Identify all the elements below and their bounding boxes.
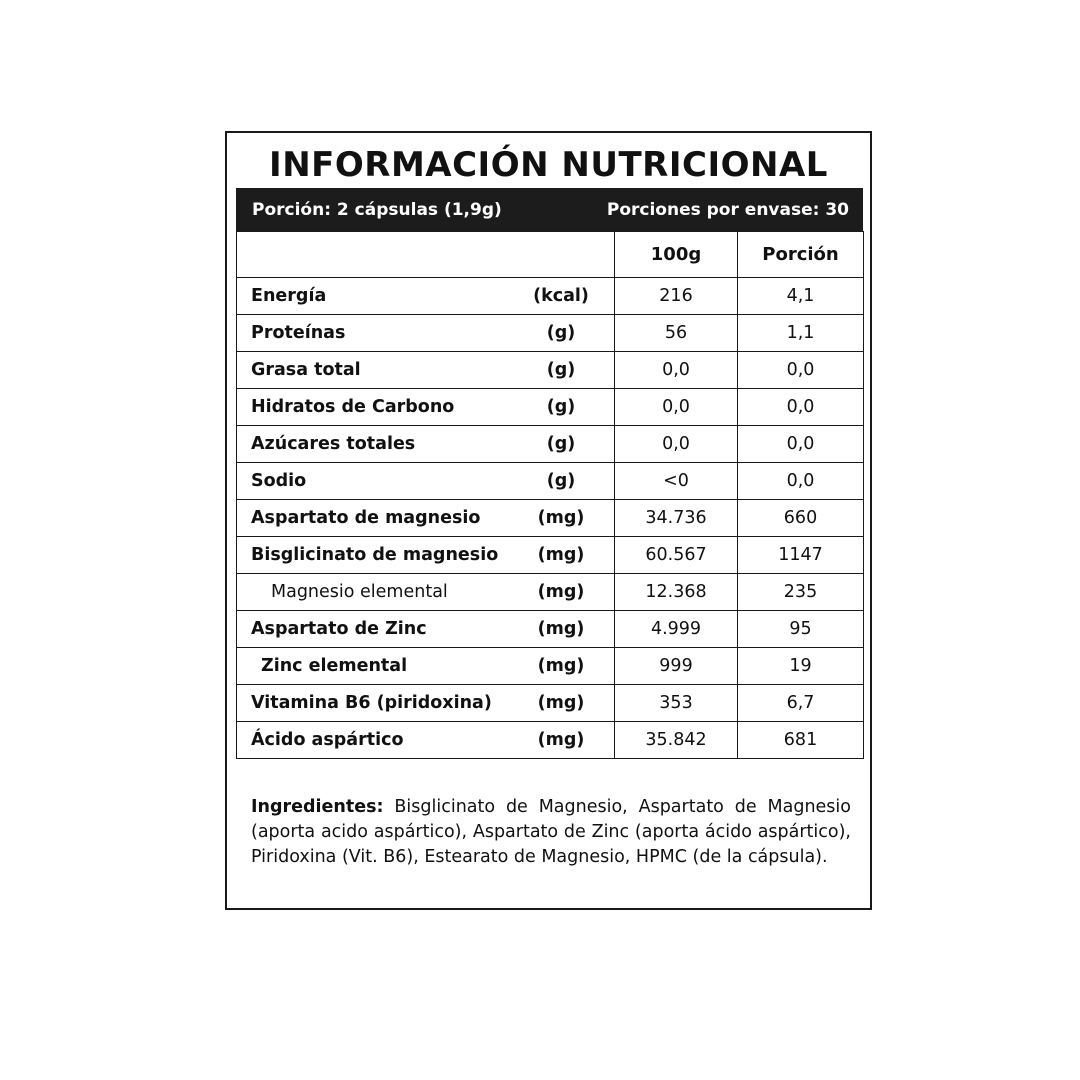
- nutrient-name: Aspartato de magnesio: [251, 508, 481, 528]
- table-row: [237, 537, 864, 574]
- header-nutrient: [237, 232, 615, 278]
- table-body: [237, 278, 864, 759]
- nutrient-name: Aspartato de Zinc: [251, 619, 427, 639]
- servings-per-container: Porciones por envase: 30: [606, 200, 849, 220]
- nutrient-cell: [237, 611, 615, 648]
- nutrient-name: Magnesio elemental: [271, 582, 448, 602]
- value-per-portion: 1147: [738, 537, 864, 574]
- nutrient-name: Hidratos de Carbono: [251, 397, 455, 417]
- nutrient-name: Bisglicinato de magnesio: [251, 545, 499, 565]
- table-row: [237, 278, 864, 315]
- table-row: [237, 574, 864, 611]
- value-per-100g: 4.999: [615, 611, 738, 648]
- table-row: [237, 315, 864, 352]
- ingredients: [251, 795, 851, 870]
- nutrient-cell: [237, 426, 615, 463]
- nutrient-cell: [237, 648, 615, 685]
- ingredients-text: Bisglicinato de Magnesio, Aspartato de Magnesio (aporta acido aspártico), Aspartato de Zinc (aporta ácido aspártico), Piridoxina (Vit. B6), Estearato de Magnesio, HPMC (de la cápsula).: [251, 797, 851, 867]
- nutrient-unit: (mg): [537, 619, 585, 639]
- value-per-portion: 19: [738, 648, 864, 685]
- nutrient-unit: (g): [546, 323, 576, 343]
- nutrient-unit: (mg): [537, 693, 585, 713]
- nutrient-unit: (g): [546, 360, 576, 380]
- nutrient-unit: (g): [546, 471, 576, 491]
- value-per-100g: 0,0: [615, 352, 738, 389]
- nutrient-cell: [237, 389, 615, 426]
- nutrition-label: [225, 131, 872, 910]
- label-title: INFORMACIÓN NUTRICIONAL: [269, 145, 828, 185]
- value-per-100g: 35.842: [615, 722, 738, 759]
- table-row: [237, 722, 864, 759]
- table-row: [237, 611, 864, 648]
- table-row: [237, 463, 864, 500]
- nutrient-name: Energía: [251, 286, 327, 306]
- nutrient-name: Azúcares totales: [251, 434, 416, 454]
- nutrient-unit: (mg): [537, 656, 585, 676]
- nutrient-name: Ácido aspártico: [251, 730, 404, 750]
- nutrient-unit: (mg): [537, 508, 585, 528]
- nutrient-cell: [237, 500, 615, 537]
- value-per-portion: 4,1: [738, 278, 864, 315]
- header-100g: 100g: [615, 232, 738, 278]
- value-per-100g: 56: [615, 315, 738, 352]
- value-per-portion: 235: [738, 574, 864, 611]
- table-row: [237, 352, 864, 389]
- nutrient-unit: (mg): [537, 545, 585, 565]
- nutrient-unit: (mg): [537, 730, 585, 750]
- header-portion: Porción: [738, 232, 864, 278]
- nutrient-unit: (mg): [537, 582, 585, 602]
- nutrient-name: Sodio: [251, 471, 307, 491]
- table-row: [237, 389, 864, 426]
- value-per-portion: 681: [738, 722, 864, 759]
- nutrient-cell: [237, 463, 615, 500]
- nutrient-name: Proteínas: [251, 323, 346, 343]
- value-per-portion: 0,0: [738, 352, 864, 389]
- value-per-100g: 353: [615, 685, 738, 722]
- value-per-portion: 0,0: [738, 389, 864, 426]
- value-per-portion: 95: [738, 611, 864, 648]
- value-per-portion: 0,0: [738, 463, 864, 500]
- value-per-100g: 0,0: [615, 426, 738, 463]
- ingredients-label: Ingredientes:: [251, 797, 384, 817]
- value-per-portion: 660: [738, 500, 864, 537]
- value-per-portion: 6,7: [738, 685, 864, 722]
- nutrient-cell: [237, 537, 615, 574]
- nutrient-name: Grasa total: [251, 360, 361, 380]
- nutrient-cell: [237, 685, 615, 722]
- nutrient-name: Zinc elemental: [261, 656, 408, 676]
- serving-bar: [236, 188, 863, 232]
- nutrition-table: [236, 231, 864, 759]
- serving-size: Porción: 2 cápsulas (1,9g): [252, 200, 502, 220]
- nutrient-cell: [237, 574, 615, 611]
- table-row: [237, 648, 864, 685]
- value-per-100g: 60.567: [615, 537, 738, 574]
- nutrient-unit: (kcal): [533, 286, 589, 306]
- table-row: [237, 685, 864, 722]
- nutrient-cell: [237, 315, 615, 352]
- value-per-100g: 12.368: [615, 574, 738, 611]
- table-row: [237, 426, 864, 463]
- nutrient-unit: (g): [546, 434, 576, 454]
- nutrient-cell: [237, 722, 615, 759]
- value-per-100g: 216: [615, 278, 738, 315]
- value-per-portion: 0,0: [738, 426, 864, 463]
- nutrient-cell: [237, 278, 615, 315]
- value-per-100g: <0: [615, 463, 738, 500]
- nutrient-cell: [237, 352, 615, 389]
- nutrient-name: Vitamina B6 (piridoxina): [251, 693, 492, 713]
- value-per-100g: 0,0: [615, 389, 738, 426]
- table-header-row: [237, 232, 864, 278]
- value-per-100g: 999: [615, 648, 738, 685]
- value-per-100g: 34.736: [615, 500, 738, 537]
- nutrient-unit: (g): [546, 397, 576, 417]
- table-row: [237, 500, 864, 537]
- value-per-portion: 1,1: [738, 315, 864, 352]
